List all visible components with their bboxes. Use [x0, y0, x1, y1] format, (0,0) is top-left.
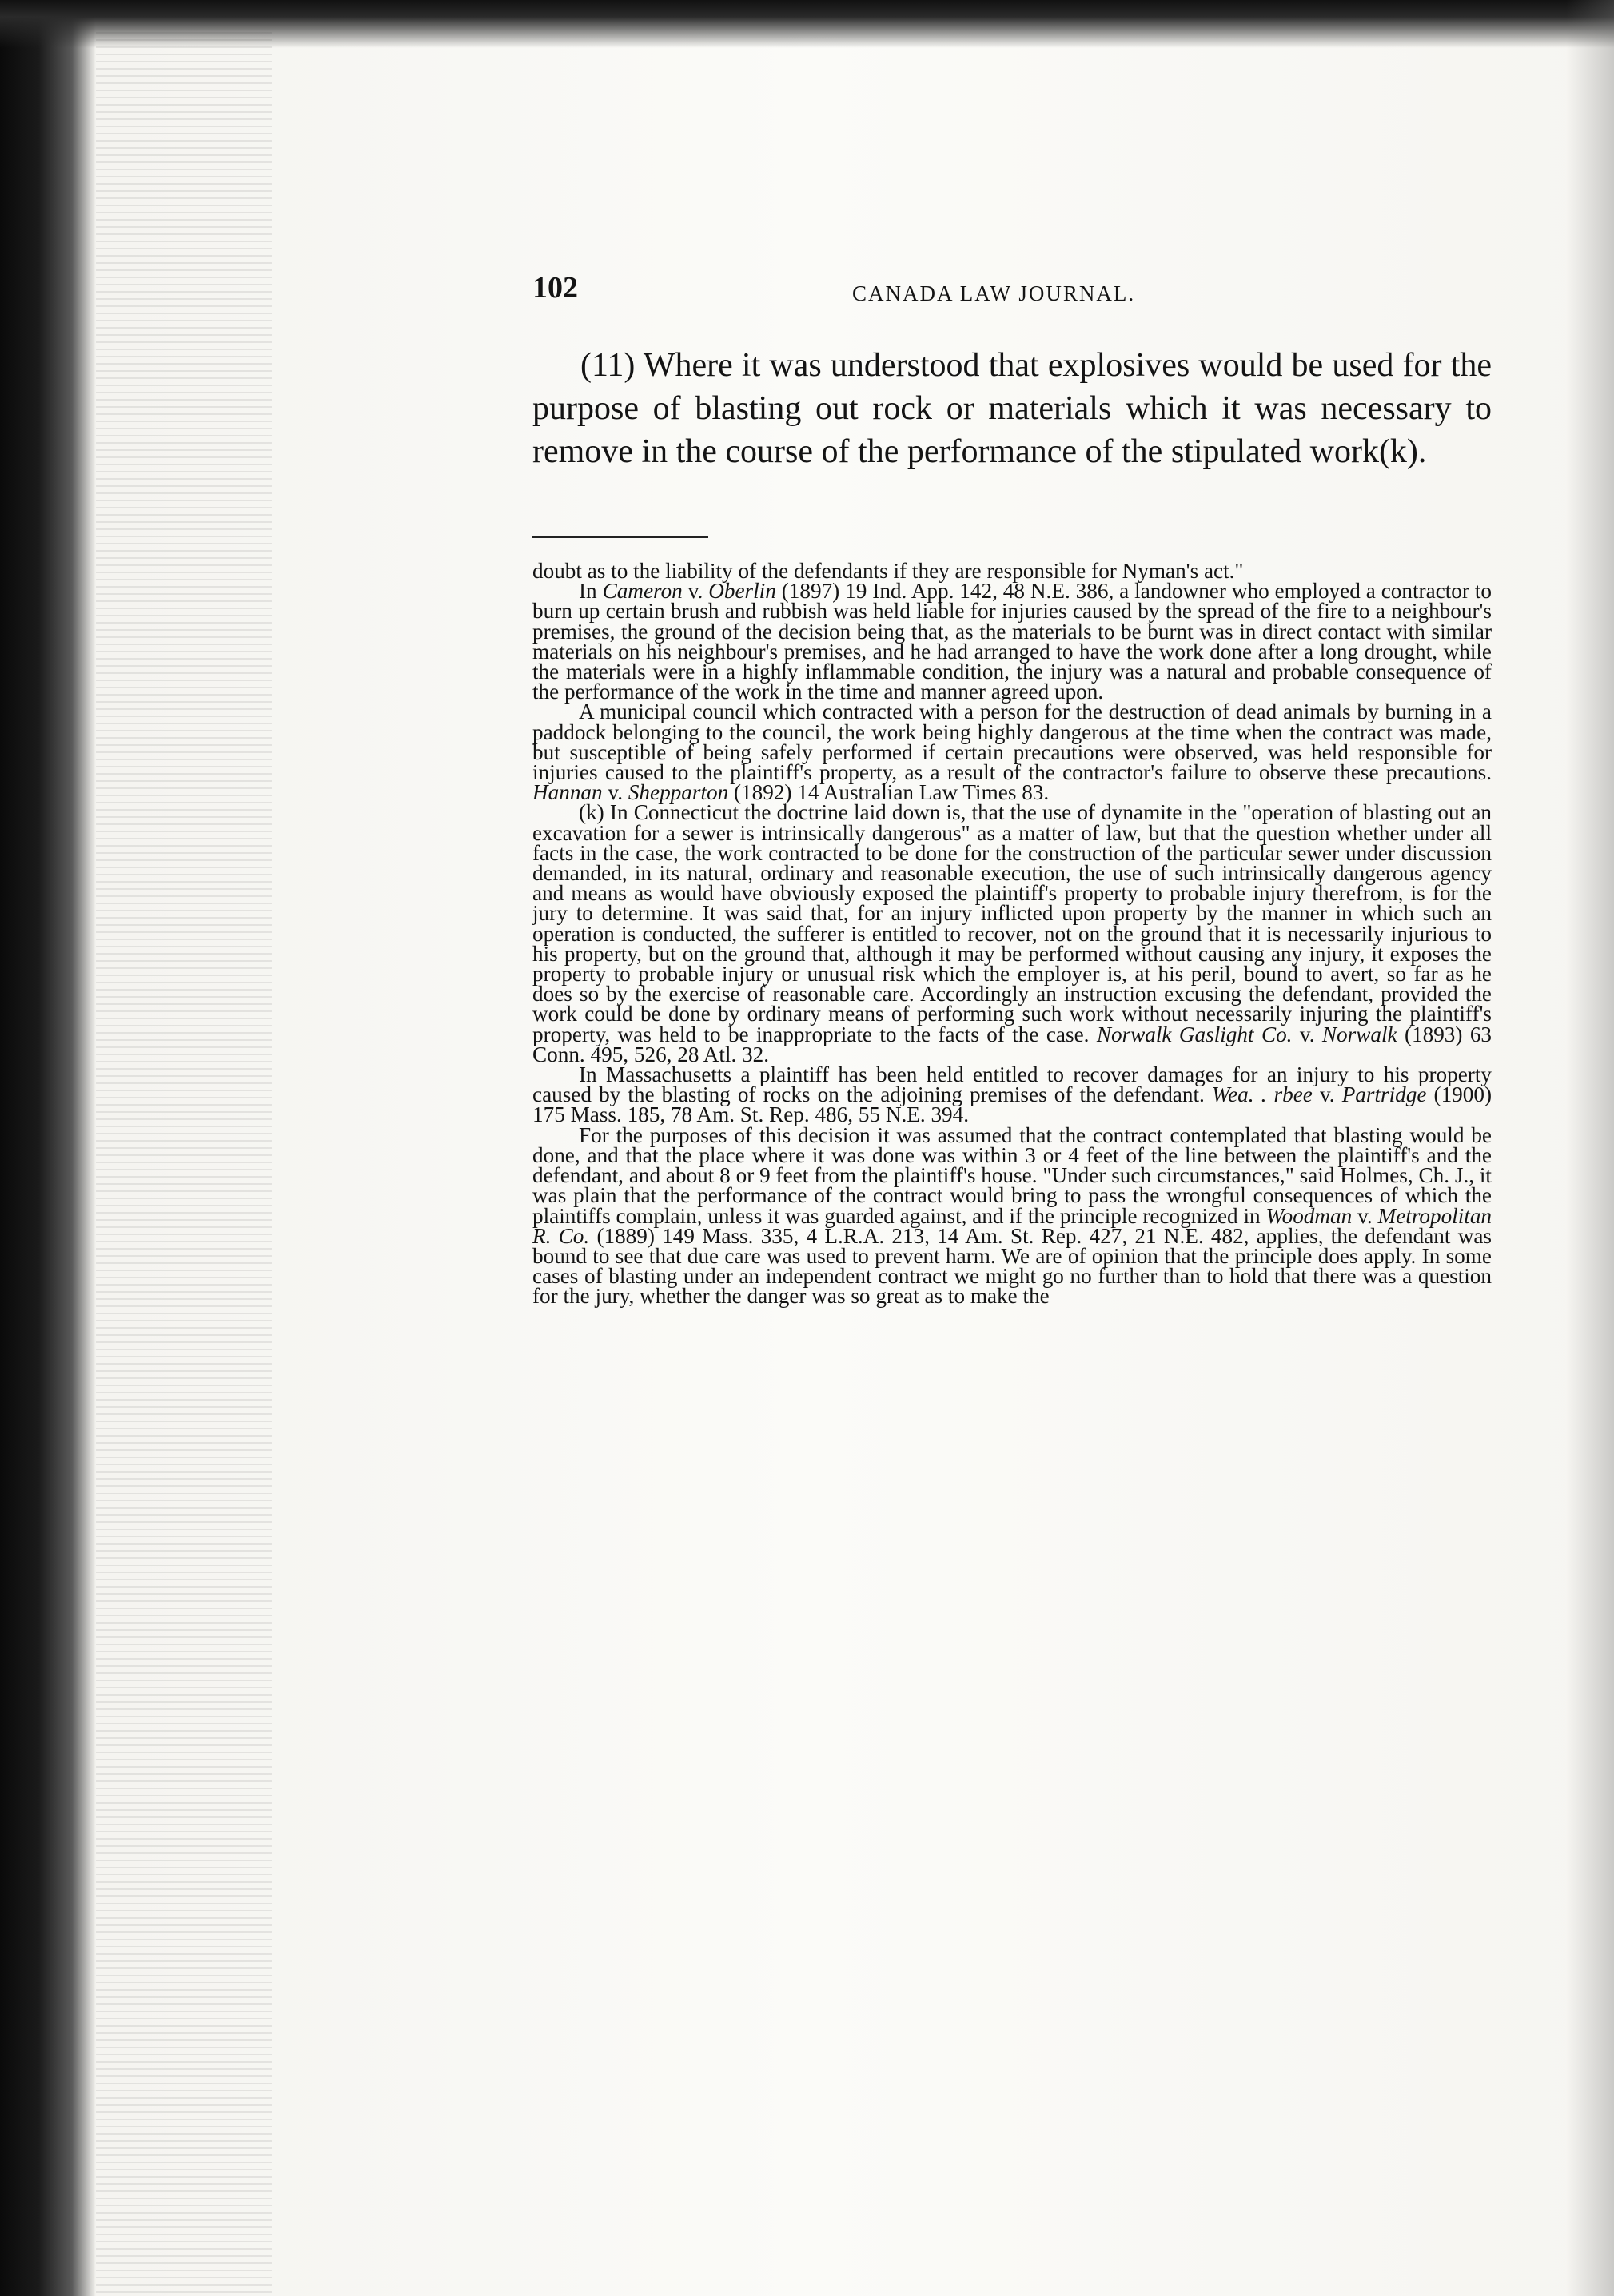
- case-name: Cameron: [602, 579, 683, 604]
- footnotes: [532, 561, 1492, 1307]
- case-name: Woodman: [1265, 1203, 1353, 1228]
- footnote-paragraph: [532, 1122, 1492, 1309]
- case-name: Shepparton: [628, 780, 729, 805]
- footnote-rule: [532, 536, 708, 538]
- book-spine-shadow: [0, 0, 96, 2296]
- footnote-text: For the purposes of this decision it was assumed that the contract contemplated that blasting would be done, and that the place where it was done was within 3 or 4 feet of the line between the plaintiff's and the defendant, and about 8 or 9 feet from the plaintiff's house. "Under such circumstances," said Holmes, Ch. J., it was plain that the performance of the contract would bring to pass the wrongful consequences of which the plaintiffs complain, unless it was guarded against, and if the principle recognized in: [532, 1122, 1492, 1228]
- footnote-paragraph: [532, 581, 1492, 702]
- footnote-text: In Massachusetts a plaintiff has been held entitled to recover damages for an injury to his property caused by the blasting of rocks on the adjoining premises of the defendant.: [532, 1062, 1492, 1107]
- right-edge-shadow: [1566, 0, 1614, 2296]
- footnote-text: A municipal council which contracted with a person for the destruction of dead animals by burning in a paddock belonging to the council, the work being highly dangerous at the time when the contract was made, but susceptible of being safely performed if certain precautions were observed, was held responsible for injuries caused to the plaintiff's property, as a result of the contractor's failure to observe these precautions.: [532, 700, 1492, 785]
- footnote-text: v.: [602, 780, 628, 805]
- top-edge-shadow: [0, 0, 1614, 48]
- footnote-paragraph-k: [532, 800, 1492, 1066]
- footnote-paragraph: [532, 1062, 1492, 1127]
- footnote-text: (1893) 63 Conn. 495, 526, 28 Atl. 32.: [532, 1022, 1492, 1066]
- running-head: CANADA LAW JOURNAL.: [852, 281, 1136, 305]
- case-name: Norwalk: [1321, 1022, 1397, 1046]
- footnote-text: In: [579, 579, 603, 604]
- case-name: Metropolitan R. Co.: [532, 1203, 1492, 1248]
- main-text: [532, 344, 1492, 473]
- footnote-text: doubt as to the liability of the defendants if they are responsible for Nyman's act.": [532, 559, 1244, 583]
- main-paragraph: (11) Where it was understood that explosives would be used for the purpose of blasting out rock or materials which it was necessary to remove in the course of the performance of the stipulated work(k).: [532, 347, 1492, 470]
- footnote-text: v.: [1352, 1203, 1378, 1228]
- footnote-text: v.: [1292, 1022, 1322, 1046]
- footnote-text: (1892) 14 Australian Law Times 83.: [728, 780, 1050, 805]
- case-name: Oberlin: [708, 579, 776, 604]
- footnote-text: (1900) 175 Mass. 185, 78 Am. St. Rep. 486, 55 N.E. 394.: [532, 1082, 1492, 1127]
- case-name: Norwalk Gaslight Co.: [1096, 1022, 1293, 1046]
- page-header: [532, 270, 1492, 318]
- footnote-text: v.: [682, 579, 709, 604]
- case-name: Wea. . rbee: [1211, 1082, 1313, 1107]
- case-name: Partridge: [1341, 1082, 1427, 1107]
- binding-texture: [96, 32, 272, 2296]
- page-number: 102: [532, 271, 578, 305]
- footnote-text: v.: [1312, 1082, 1342, 1107]
- footnote-text: (1889) 149 Mass. 335, 4 L.R.A. 213, 14 Am. St. Rep. 427, 21 N.E. 482, applies, the defendant was bound to see that due care was used to prevent harm. We are of opinion that the principle does apply. In some cases of blasting under an independent contract we might go no further than to hold that there was a question for the jury, whether the danger was so great as to make the: [532, 1223, 1492, 1309]
- footnote-text: (k) In Connecticut the doctrine laid down is, that the use of dynamite in the "operation of blasting out an excavation for a sewer is intrinsically dangerous" as a matter of law, but that the question whether under all facts in the case, the work contracted to be done for the construction of the particular sewer under discussion demanded, in its natural, ordinary and reasonable execution, the use of such intrinsically dangerous agency and means as would have obviously exposed the plaintiff's property to probable injury therefrom, is for the jury to determine. It was said that, for an injury inflicted upon property by the manner in which such an operation is conducted, the sufferer is entitled to recover, not on the ground that it is necessarily injurious to his property, but on the ground that, although it may be performed without causing any injury, it exposes the property to probable injury or unusual risk which the employer is, at his peril, bound to avert, so far as he does so by the exercise of reasonable care. Accordingly an instruction excusing the defendant, provided the work could be done by ordinary means of performing such work without necessarily injuring the plaintiff's property, was held to be inappropriate to the facts of the case.: [532, 800, 1492, 1046]
- footnote-paragraph: [532, 702, 1492, 803]
- case-name: Hannan: [532, 780, 603, 805]
- footnote-text: (1897) 19 Ind. App. 142, 48 N.E. 386, a landowner who employed a contractor to burn up certain brush and rubbish was held liable for injuries caused by the spread of the fire to a neighbour's premises, the ground of the decision being that, as the materials to be burnt was in direct contact with similar materials on his neighbour's premises, and he had arranged to have the work done after a long drought, while the materials were in a highly inflammable condition, the injury was a natural and probable consequence of the performance of the work in the time and manner agreed upon.: [532, 579, 1492, 704]
